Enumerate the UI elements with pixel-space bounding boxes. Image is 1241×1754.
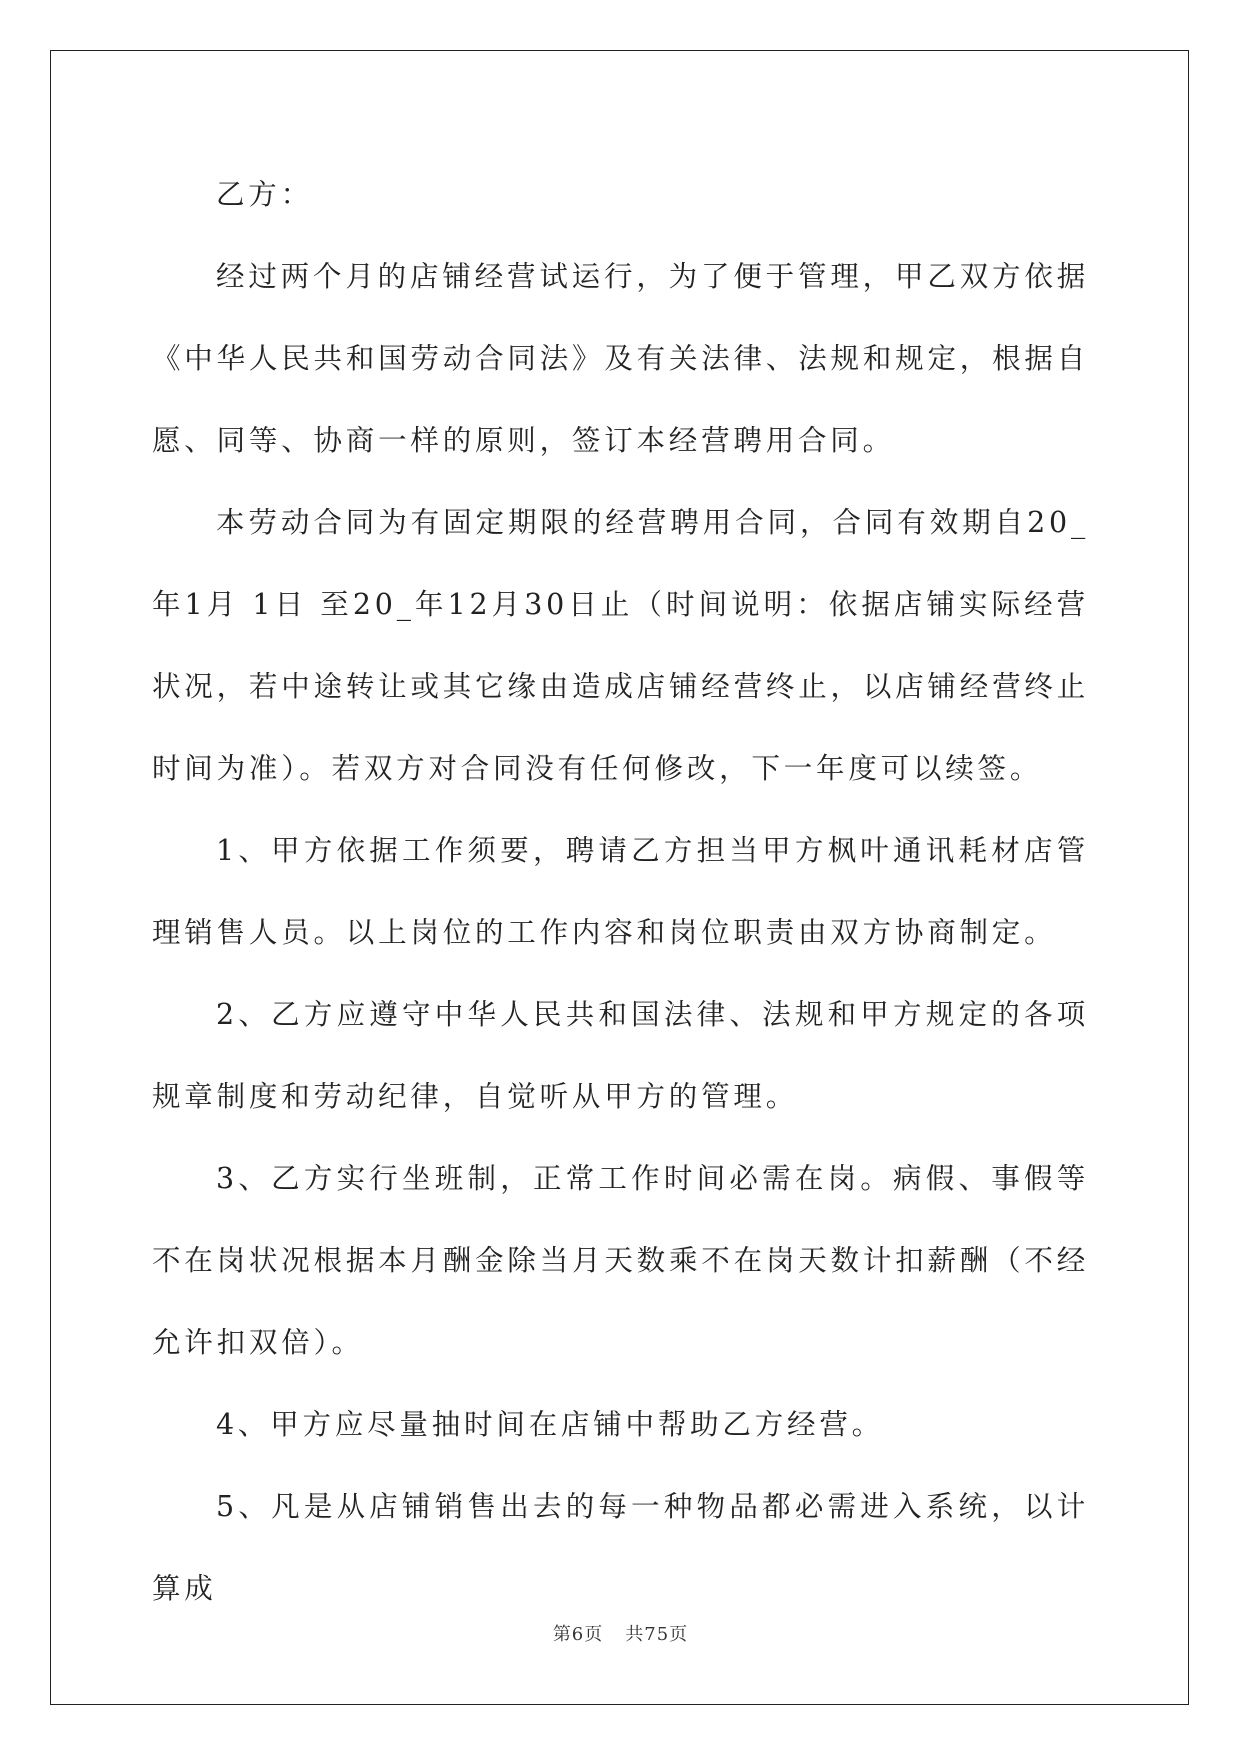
paragraph-intro: 经过两个月的店铺经营试运行，为了便于管理，甲乙双方依据《中华人民共和国劳动合同法》及有关法律、法规和规定，根据自愿、同等、协商一样的原则，签订本经营聘用合同。 — [152, 260, 1089, 457]
paragraph-term: 本劳动合同为有固定期限的经营聘用合同，合同有效期自20_年1月 1日 至20_年12月30日止（时间说明：依据店铺实际经营状况，若中途转让或其它缘由造成店铺经营终止，以店铺经营终止时间为准）。若双方对合同没有任何修改，下一年度可以续签。 — [152, 506, 1089, 785]
clause-2: 2、乙方应遵守中华人民共和国法律、法规和甲方规定的各项规章制度和劳动纪律，自觉听从甲方的管理。 — [152, 998, 1089, 1113]
clause-4: 4、甲方应尽量抽时间在店铺中帮助乙方经营。 — [216, 1408, 884, 1441]
page-footer — [0, 1620, 1241, 1646]
clause-1: 1、甲方依据工作须要，聘请乙方担当甲方枫叶通讯耗材店管理销售人员。以上岗位的工作内容和岗位职责由双方协商制定。 — [152, 834, 1089, 949]
page-number: 第6页 — [552, 1624, 604, 1645]
document-body — [152, 154, 1089, 1630]
page-total: 共75页 — [625, 1624, 689, 1645]
party-b-label: 乙方： — [216, 178, 313, 211]
clause-3: 3、乙方实行坐班制，正常工作时间必需在岗。病假、事假等不在岗状况根据本月酬金除当月天数乘不在岗天数计扣薪酬（不经允许扣双倍）。 — [152, 1162, 1089, 1359]
clause-5: 5、凡是从店铺销售出去的每一种物品都必需进入系统，以计算成 — [152, 1490, 1089, 1605]
